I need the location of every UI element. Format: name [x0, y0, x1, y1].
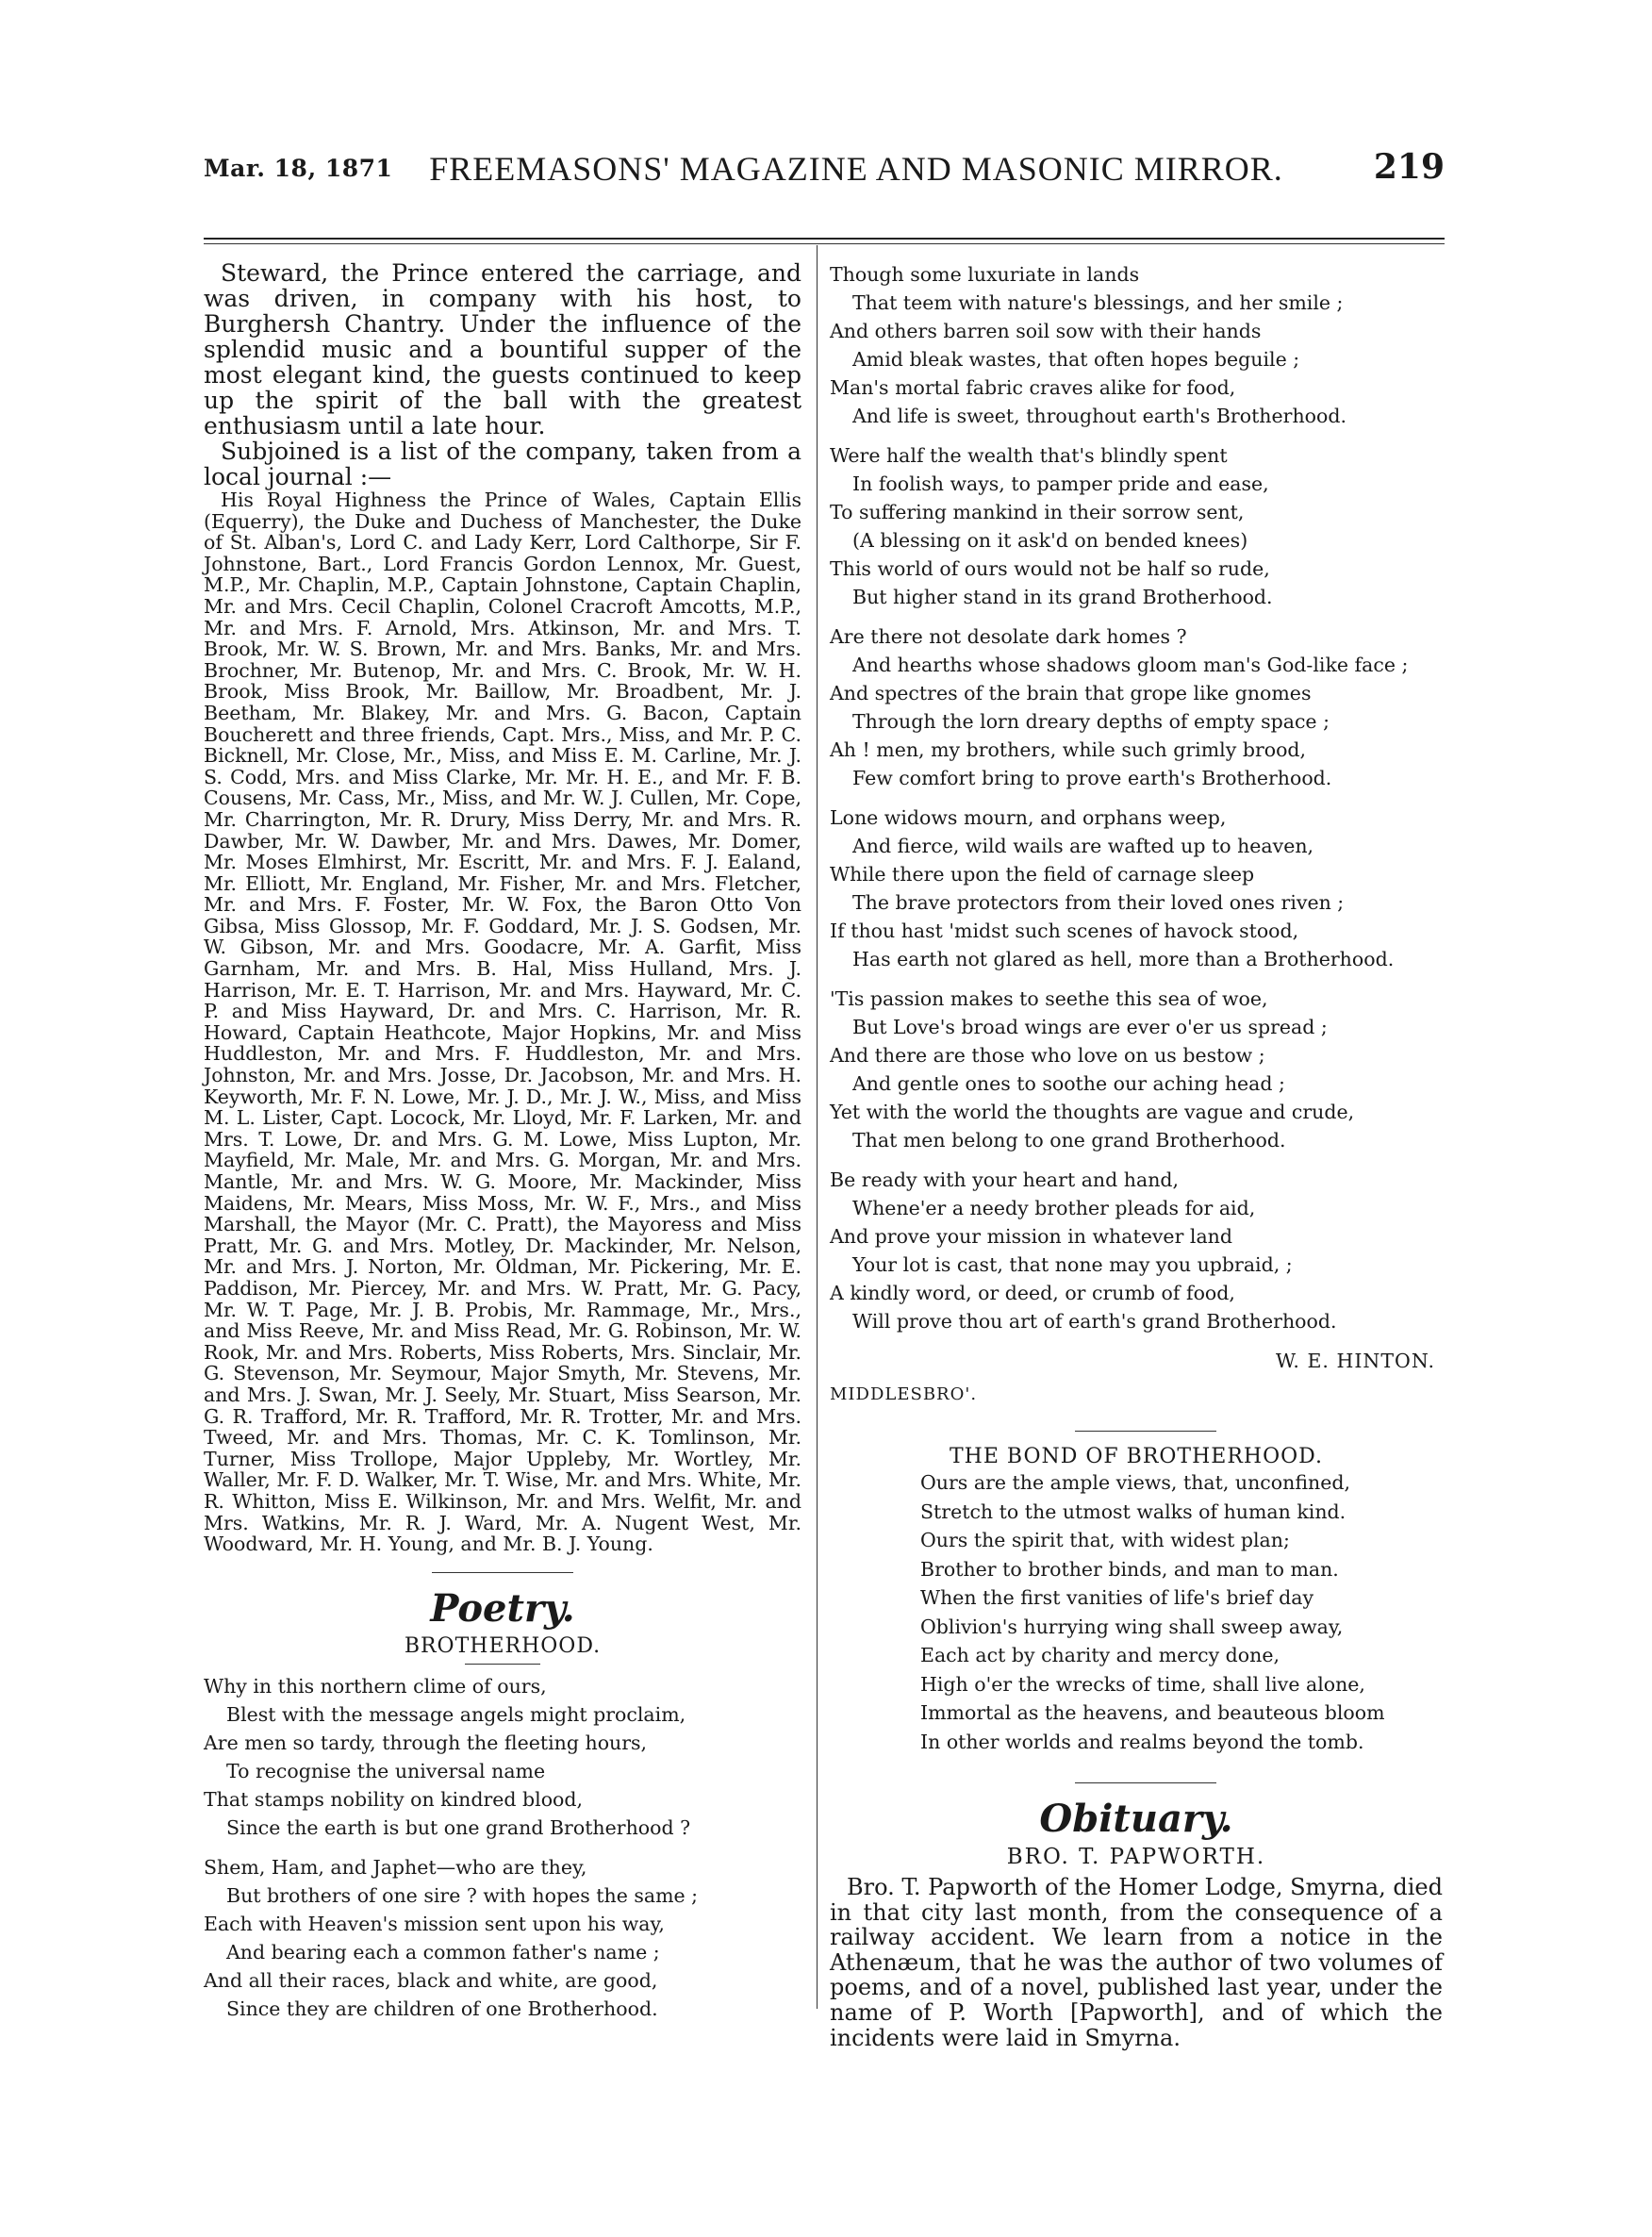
poem-line: In other worlds and realms beyond the tomb.: [920, 1730, 1364, 1753]
poem-stanza: [830, 441, 1443, 611]
poem-line: Will prove thou art of earth's grand Brotherhood.: [852, 1310, 1337, 1333]
header-rule: [204, 238, 1445, 240]
poem-line: Whene'er a needy brother pleads for aid,: [852, 1197, 1256, 1219]
poem-line: That men belong to one grand Brotherhood.: [852, 1129, 1286, 1152]
bond-poem: [920, 1468, 1443, 1756]
company-list: His Royal Highness the Prince of Wales, Captain Ellis (Equerry), the Duke and Duchess of Manchester, the Duke of St. Alban's, Lord C. and Lady Kerr, Lord Calthorpe, Sir F. Johnstone, Bart., Lord Francis Gordon Lennox, Mr. Guest, M.P., Mr. Chaplin, M.P., Captain Johnstone, Captain Chaplin, Mr. and Mrs. Cecil Chaplin, Colonel Cracroft Amcotts, M.P., Mr. and Mrs. F. Arnold, Mrs. Atkinson, Mr. and Mrs. T. Brook, Mr. W. S. Brown, Mr. and Mrs. Banks, Mr. and Mrs. Brochner, Mr. Butenop, Mr. and Mrs. C. Brook, Mr. W. H. Brook, Miss Brook, Mr. Baillow, Mr. Broadbent, Mr. J. Beetham, Mr. Blakey, Mr. and Mrs. G. Bacon, Captain Boucherett and three friends, Capt. Mrs., Miss, and Mr. P. C. Bicknell, Mr. Close, Mr., Miss, and Miss E. M. Carline, Mr. J. S. Codd, Mrs. and Miss Clarke, Mr. Mr. H. E., and Mr. F. B. Cousens, Mr. Cass, Mr., Miss, and Mr. W. J. Cullen, Mr. Cope, Mr. Charrington, Mr. R. Drury, Miss Derry, Mr. and Mrs. R. Dawber, Mr. W. Dawber, Mr. and Mrs. Dawes, Mr. Domer, Mr. Moses Elmhirst, Mr. Escritt, Mr. and Mrs. F. J. Ealand, Mr. Elliott, Mr. England, Mr. Fisher, Mr. and Mrs. Fletcher, Mr. and Mrs. F. Foster, Mr. W. Fox, the Baron Otto Von Gibsa, Miss Glossop, Mr. F. Goddard, Mr. J. S. Godsen, Mr. W. Gibson, Mr. and Mrs. Goodacre, Mr. A. Garfit, Miss Garnham, Mr. and Mrs. B. Hal, Miss Hulland, Mrs. J. Harrison, Mr. E. T. Harrison, Mr. and Mrs. Hayward, Mr. C. P. and Miss Hayward, Dr. and Mrs. C. Harrison, Mr. R. Howard, Captain Heathcote, Major Hopkins, Mr. and Miss Huddleston, Mr. and Mrs. F. Huddleston, Mr. and Mrs. Johnston, Mr. and Mrs. Josse, Dr. Jacobson, Mr. and Mrs. H. Keyworth, Mr. F. N. Lowe, Mr. J. D., Mr. J. W., Miss, and Miss M. L. Lister, Capt. Locock, Mr. Lloyd, Mr. F. Larken, Mr. and Mrs. T. Lowe, Dr. and Mrs. G. M. Lowe, Miss Lupton, Mr. Mayfield, Mr. Male, Mr. and Mrs. G. Morgan, Mr. and Mrs. Mantle, Mr. and Mrs. W. G. Moore, Mr. Mackinder, Miss Maidens, Mr. Mears, Miss Moss, Mr. W. F., Mrs., and Miss Marshall, the Mayor (Mr. C. Pratt), the Mayoress and Miss Pratt, Mr. G. and Mrs. Motley, Dr. Mackinder, Mr. Nelson, Mr. and Mrs. J. Norton, Mr. Oldman, Mr. Pickering, Mr. E. Paddison, Mr. Piercey, Mr. and Mrs. W. Pratt, Mr. G. Pacy, Mr. W. T. Page, Mr. J. B. Probis, Mr. Rammage, Mr., Mrs., and Miss Reeve, Mr. and Miss Read, Mr. G. Robinson, Mr. W. Rook, Mr. and Mrs. Roberts, Miss Roberts, Mrs. Sinclair, Mr. G. Stevenson, Mr. Seymour, Major Smyth, Mr. Stevens, Mr. and Mrs. J. Swan, Mr. J. Seely, Mr. Stuart, Miss Searson, Mr. G. R. Trafford, Mr. R. Trafford, Mr. R. Trotter, Mr. and Mrs. Tweed, Mr. and Mrs. Thomas, Mr. C. K. Tomlinson, Mr. Turner, Miss Trollope, Major Uppleby, Mr. Wortley, Mr. Waller, Mr. F. D. Walker, Mr. T. Wise, Mr. and Mrs. White, Mr. R. Whitton, Miss E. Wilkinson, Mr. and Mrs. Welfit, Mr. and Mrs. Watkins, Mr. R. J. Ward, Mr. A. Nugent West, Mr. Woodward, Mr. H. Young, and Mr. B. J. Young.: [204, 489, 801, 1556]
poem-line: But Love's broad wings are ever o'er us spread ;: [852, 1016, 1328, 1038]
poem-line: Yet with the world the thoughts are vague and crude,: [830, 1101, 1355, 1123]
poem-line: Lone widows mourn, and orphans weep,: [830, 806, 1227, 829]
poem-line: And fierce, wild wails are wafted up to heaven,: [852, 835, 1314, 857]
poem-line: Blest with the message angels might proclaim,: [226, 1702, 686, 1726]
poem-line: In foolish ways, to pamper pride and ease,: [852, 472, 1269, 495]
poem-line: And hearths whose shadows gloom man's God-like face ;: [852, 654, 1409, 676]
poem-stanza: [830, 622, 1443, 792]
issue-date: Mar. 18, 1871: [204, 155, 393, 182]
poem-line: Ours the spirit that, with widest plan;: [920, 1529, 1290, 1551]
poem-line: And bearing each a common father's name ;: [226, 1940, 660, 1964]
poem-stanza: [830, 985, 1443, 1154]
poem-line: While there upon the field of carnage sleep: [830, 863, 1255, 886]
poem-stanza: [830, 260, 1443, 430]
right-column: [830, 260, 1443, 2050]
poem-stanza: [830, 804, 1443, 973]
poem-line: Each with Heaven's mission sent upon his way,: [204, 1912, 665, 1935]
poem-line: Oblivion's hurrying wing shall sweep away,: [920, 1615, 1344, 1638]
poem-line: Though some luxuriate in lands: [830, 263, 1140, 286]
poem-line: To recognise the universal name: [226, 1759, 546, 1782]
poem-line: Were half the wealth that's blindly spent: [830, 444, 1228, 467]
poem-line: Why in this northern clime of ours,: [204, 1674, 547, 1698]
section-rule: [1075, 1431, 1216, 1432]
title-rule: [465, 1664, 540, 1665]
poem-line: Has earth not glared as hell, more than a Brotherhood.: [852, 948, 1395, 970]
poem-line: Each act by charity and mercy done,: [920, 1644, 1280, 1666]
poem-line: Are men so tardy, through the fleeting hours,: [204, 1731, 648, 1754]
poem-line: To suffering mankind in their sorrow sent,: [830, 501, 1245, 523]
poem-line: That stamps nobility on kindred blood,: [204, 1787, 584, 1811]
header-rule-thin: [204, 243, 1445, 244]
poem-title: BROTHERHOOD.: [404, 1633, 602, 1658]
poem-line: High o'er the wrecks of time, shall live alone,: [920, 1672, 1365, 1696]
poem-line: (A blessing on it ask'd on bended knees): [852, 529, 1248, 552]
poem-line: But higher stand in its grand Brotherhood.: [852, 586, 1273, 608]
obituary-title: BRO. T. PAPWORTH.: [1006, 1845, 1266, 1869]
section-rule: [432, 1572, 573, 1573]
obituary-text: Bro. T. Papworth of the Homer Lodge, Smyrna, died in that city last month, from the consequence of a railway accident. We learn from a notice in the Athenæum, that he was the author of two volumes of poems, and of a novel, published last year, under the name of P. Worth [Papworth], and of which the incidents were laid in Smyrna.: [830, 1874, 1443, 2051]
poem-line: Stretch to the utmost walks of human kind.: [920, 1500, 1346, 1523]
page-number: 219: [1373, 147, 1445, 187]
poem-line: Your lot is cast, that none may you upbraid, ;: [852, 1253, 1293, 1276]
left-column: [204, 260, 801, 2034]
poem-line: Amid bleak wastes, that often hopes beguile ;: [852, 348, 1300, 371]
poem-line: And all their races, black and white, are good,: [204, 1968, 658, 1992]
obituary-heading: Obituary.: [1039, 1797, 1233, 1841]
poem-line: And others barren soil sow with their hands: [830, 320, 1262, 342]
poem-line: And gentle ones to soothe our aching head ;: [852, 1072, 1285, 1095]
poem-stanza: [204, 1672, 801, 1842]
company-intro-paragraph: Subjoined is a list of the company, taken from a local journal :—: [204, 438, 801, 490]
magazine-title: FREEMASONS' MAGAZINE AND MASONIC MIRROR.: [429, 150, 1283, 188]
poem-line: Since the earth is but one grand Brotherhood ?: [226, 1815, 691, 1839]
poem-line: Immortal as the heavens, and beauteous bloom: [920, 1701, 1385, 1724]
poem-stanzas-left: [204, 1672, 801, 2023]
poem-line: Are there not desolate dark homes ?: [830, 625, 1187, 648]
poem-line: Be ready with your heart and hand,: [830, 1168, 1180, 1191]
poem-line: If thou hast 'midst such scenes of havock stood,: [830, 920, 1299, 942]
poem-line: And life is sweet, throughout earth's Brotherhood.: [852, 405, 1346, 427]
ball-report-paragraph: Steward, the Prince entered the carriage, and was driven, in company with his host, to Burghersh Chantry. Under the influence of the splendid music and a bountiful supper of the most elegant kind, the guests continued to keep up the spirit of the ball with the greatest enthusiasm until a late hour.: [204, 259, 801, 439]
poem-line: Since they are children of one Brotherhood.: [226, 1997, 658, 2020]
poem-line: And there are those who love on us bestow ;: [830, 1044, 1265, 1067]
poem-line: 'Tis passion makes to seethe this sea of woe,: [830, 987, 1268, 1010]
poem-line: When the first vanities of life's brief day: [920, 1586, 1314, 1609]
poem-line: And prove your mission in whatever land: [830, 1225, 1232, 1248]
poem-signature: W. E. HINTON.: [1275, 1350, 1435, 1372]
signature-location: MIDDLESBRO'.: [830, 1384, 978, 1404]
poem-line: Man's mortal fabric craves alike for food,: [830, 376, 1236, 399]
poem-line: Few comfort bring to prove earth's Brotherhood.: [852, 767, 1332, 789]
poem-stanza: [204, 1853, 801, 2023]
poem-line: This world of ours would not be half so rude,: [830, 557, 1270, 580]
poem-stanzas-right: [830, 260, 1443, 1335]
poem-line: A kindly word, or deed, or crumb of food,: [830, 1282, 1235, 1304]
bond-title: THE BOND OF BROTHERHOOD.: [949, 1445, 1324, 1468]
section-rule: [1075, 1782, 1216, 1783]
poetry-heading: Poetry.: [430, 1585, 575, 1631]
poem-line: Shem, Ham, and Japhet—who are they,: [204, 1855, 587, 1879]
poem-line: Ah ! men, my brothers, while such grimly brood,: [830, 738, 1307, 761]
poem-line: Through the lorn dreary depths of empty space ;: [852, 710, 1330, 733]
column-divider: [817, 245, 818, 2009]
poem-line: That teem with nature's blessings, and her smile ;: [852, 291, 1344, 314]
page-header: [204, 149, 1445, 191]
poem-line: Ours are the ample views, that, unconfined,: [920, 1471, 1350, 1494]
poem-line: Brother to brother binds, and man to man.: [920, 1557, 1339, 1581]
poem-stanza: [830, 1166, 1443, 1335]
poem-line: But brothers of one sire ? with hopes the same ;: [226, 1883, 699, 1907]
poem-line: The brave protectors from their loved ones riven ;: [852, 891, 1345, 914]
poem-line: And spectres of the brain that grope like gnomes: [830, 682, 1312, 704]
